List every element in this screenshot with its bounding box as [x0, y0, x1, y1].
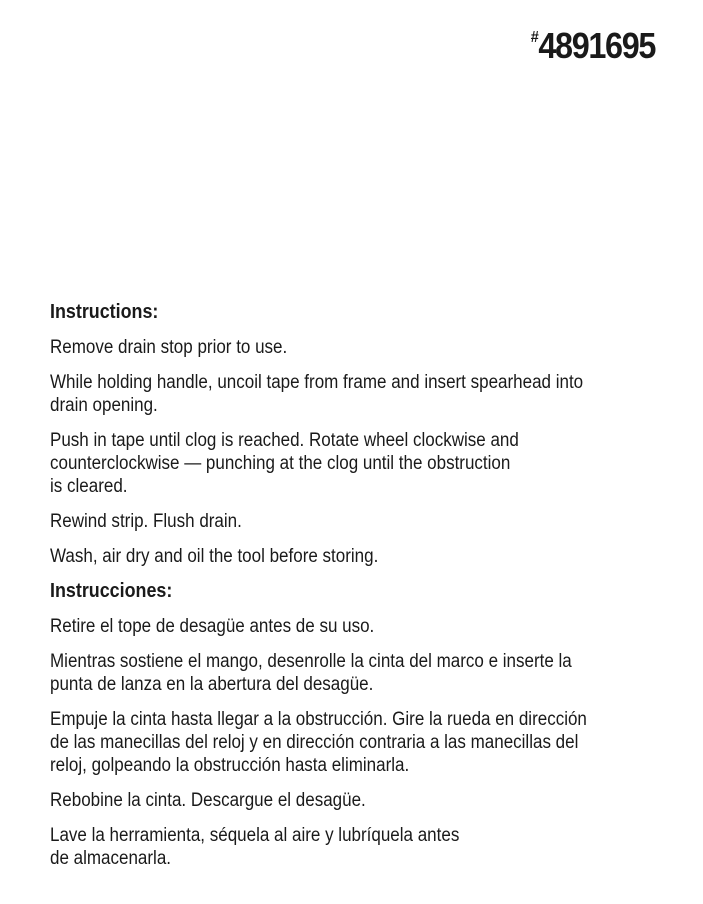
text-line: Mientras sostiene el mango, desenrolle la cinta del marco e inserte la: [50, 651, 572, 672]
instructions-content: [50, 301, 670, 882]
english-step: [50, 371, 670, 417]
spanish-step: [50, 615, 670, 638]
text-line: counterclockwise — punching at the clog until the obstruction: [50, 453, 511, 474]
text-line: punta de lanza en la abertura del desagüe.: [50, 674, 374, 695]
text-line: drain opening.: [50, 395, 158, 416]
text-line: While holding handle, uncoil tape from frame and insert spearhead into: [50, 372, 584, 393]
part-number-value: 4891695: [538, 25, 655, 66]
text-line: de almacenarla.: [50, 848, 172, 869]
text-line: Lave la herramienta, séquela al aire y lubríquela antes: [50, 825, 460, 846]
text-line: Wash, air dry and oil the tool before storing.: [50, 546, 379, 567]
spanish-step: [50, 650, 670, 696]
spanish-heading: Instrucciones:: [50, 580, 173, 602]
text-line: Push in tape until clog is reached. Rotate wheel clockwise and: [50, 430, 519, 451]
text-line: de las manecillas del reloj y en dirección contraria a las manecillas del: [50, 732, 579, 753]
spanish-step: [50, 708, 670, 777]
english-step: [50, 545, 670, 568]
text-line: Rebobine la cinta. Descargue el desagüe.: [50, 790, 366, 811]
spanish-step: [50, 824, 670, 870]
part-number-hash: #: [530, 29, 538, 46]
english-instructions: [50, 301, 670, 870]
text-line: Retire el tope de desagüe antes de su uso.: [50, 616, 375, 637]
text-line: is cleared.: [50, 476, 128, 497]
text-line: Rewind strip. Flush drain.: [50, 511, 242, 532]
english-step: [50, 510, 670, 533]
part-number: [530, 25, 655, 66]
spanish-step: [50, 789, 670, 812]
english-step: [50, 336, 670, 359]
text-line: Remove drain stop prior to use.: [50, 337, 288, 358]
text-line: Empuje la cinta hasta llegar a la obstrucción. Gire la rueda en dirección: [50, 709, 587, 730]
text-line: reloj, golpeando la obstrucción hasta eliminarla.: [50, 755, 410, 776]
english-step: [50, 429, 670, 498]
english-heading: Instructions:: [50, 301, 159, 323]
